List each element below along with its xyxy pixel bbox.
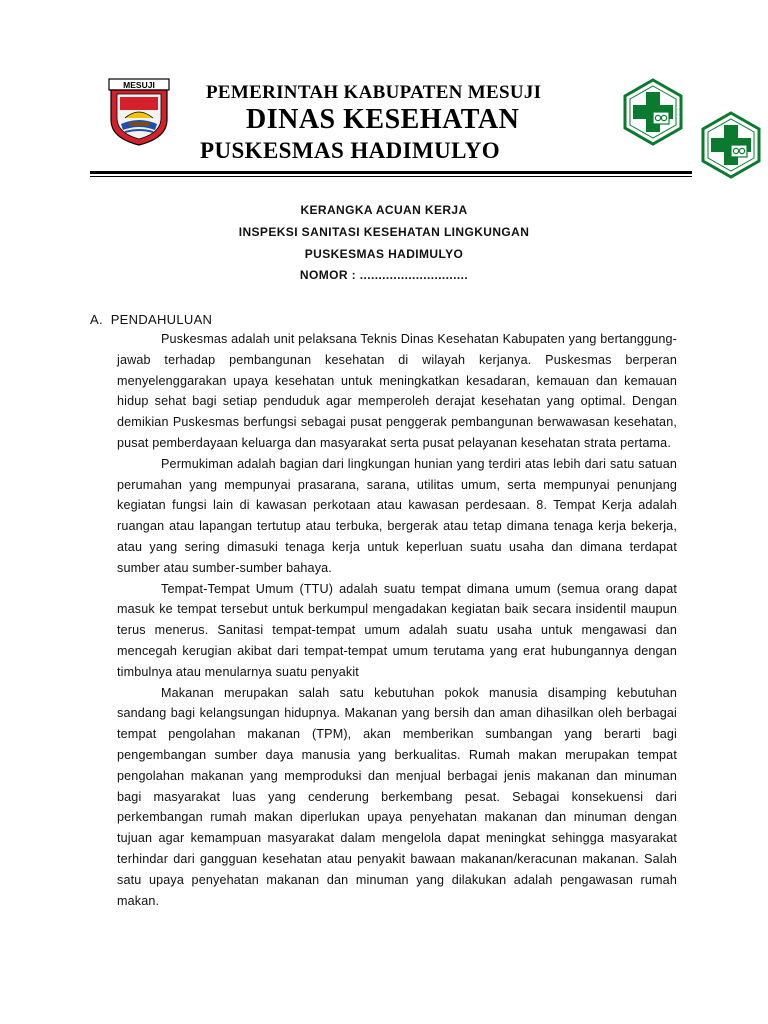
document-title: KERANGKA ACUAN KERJA <box>300 203 468 217</box>
letterhead-divider-thick <box>90 171 692 174</box>
health-cross-logo-icon <box>619 78 687 146</box>
document-subtitle: INSPEKSI SANITASI KESEHATAN LINGKUNGAN <box>238 225 530 239</box>
paragraph: Makanan merupakan salah satu kebutuhan pokok manusia disamping kebutuhan sandang bagi kelangsungan hidupnya. Makanan yang bersih dan aman dihasilkan oleh berbagai tempat pengolahan makanan (TPM), akan memberikan sumbangan yang berarti bagi pengembangan sumber daya manusia yang berkualitas. Rumah makan merupakan tempat pengolahan makanan yang memproduksi dan menjual berbagai jenis makanan dan minuman bagi masyarakat luas yang cenderung berkembang pesat. Sebagai konsekuensi dari perkembangan rumah makan diperlukan upaya penyehatan makanan dan minuman dengan tujuan agar kemampuan masyarakat dalam mengelola dapat meningkat sehingga masyarakat terhindar dari gangguan kesehatan atau penyakit bawaan makanan/keracunan makanan. Salah satu upaya penyehatan makanan dan minuman yang dilakukan adalah pengawasan rumah makan. <box>117 685 677 908</box>
document-number: NOMOR : ............................. <box>299 268 469 282</box>
mesuji-regency-emblem-icon <box>107 78 171 146</box>
letterhead-agency-line: DINAS KESEHATAN <box>246 104 520 135</box>
letterhead-government-line: PEMERINTAH KABUPATEN MESUJI <box>206 82 542 103</box>
paragraph: Tempat-Tempat Umum (TTU) adalah suatu tempat dimana umum (semua orang dapat masuk ke tempat tersebut untuk berkumpul mengadakan kegiatan baik secara insidentil maupun terus menerus. Sanitasi tempat-tempat umum adalah suatu usaha untuk mengawasi dan mencegah kerugian akibat dari tempat-tempat umum terutama yang erat hubungannya dengan timbulnya atau menularnya suatu penyakit <box>117 581 677 679</box>
section-a-body <box>117 329 677 911</box>
emblem-label: MESUJI <box>123 80 155 90</box>
letterhead-divider-thin <box>90 176 692 177</box>
paragraph: Puskesmas adalah unit pelaksana Teknis Dinas Kesehatan Kabupaten yang bertanggung-jawab terhadap pembangunan kesehatan di wilayah kerjanya. Puskesmas berperan menyelenggarakan upaya kesehatan untuk meningkatkan kesadaran, kemauan dan kemauan hidup sehat bagi setiap penduduk agar memperoleh derajat kesehatan yang optimal. Dengan demikian Puskesmas berfungsi sebagai pusat penggerak pembangunan berwawasan kesehatan, pusat pemberdayaan keluarga dan masyarakat serta pusat pelayanan kesehatan strata pertama. <box>117 332 677 450</box>
section-a-heading: A. PENDAHULUAN <box>90 312 213 327</box>
letterhead-puskesmas-line: PUSKESMAS HADIMULYO <box>200 138 501 163</box>
document-institution: PUSKESMAS HADIMULYO <box>304 247 464 261</box>
health-cross-logo-secondary-icon <box>697 111 765 179</box>
paragraph: Permukiman adalah bagian dari lingkungan hunian yang terdiri atas lebih dari satu satuan perumahan yang mempunyai prasarana, sarana, utilitas umum, serta mempunyai penunjang kegiatan fungsi lain di kawasan perkotaan atau kawasan perdesaan. 8. Tempat Kerja adalah ruangan atau lapangan tertutup atau terbuka, bergerak atau tetap dimana tenaga kerja bekerja, atau yang sering dimasuki tenaga kerja untuk keperluan suatu usaha dan dimana terdapat sumber atau sumber-sumber bahaya. <box>117 456 677 575</box>
